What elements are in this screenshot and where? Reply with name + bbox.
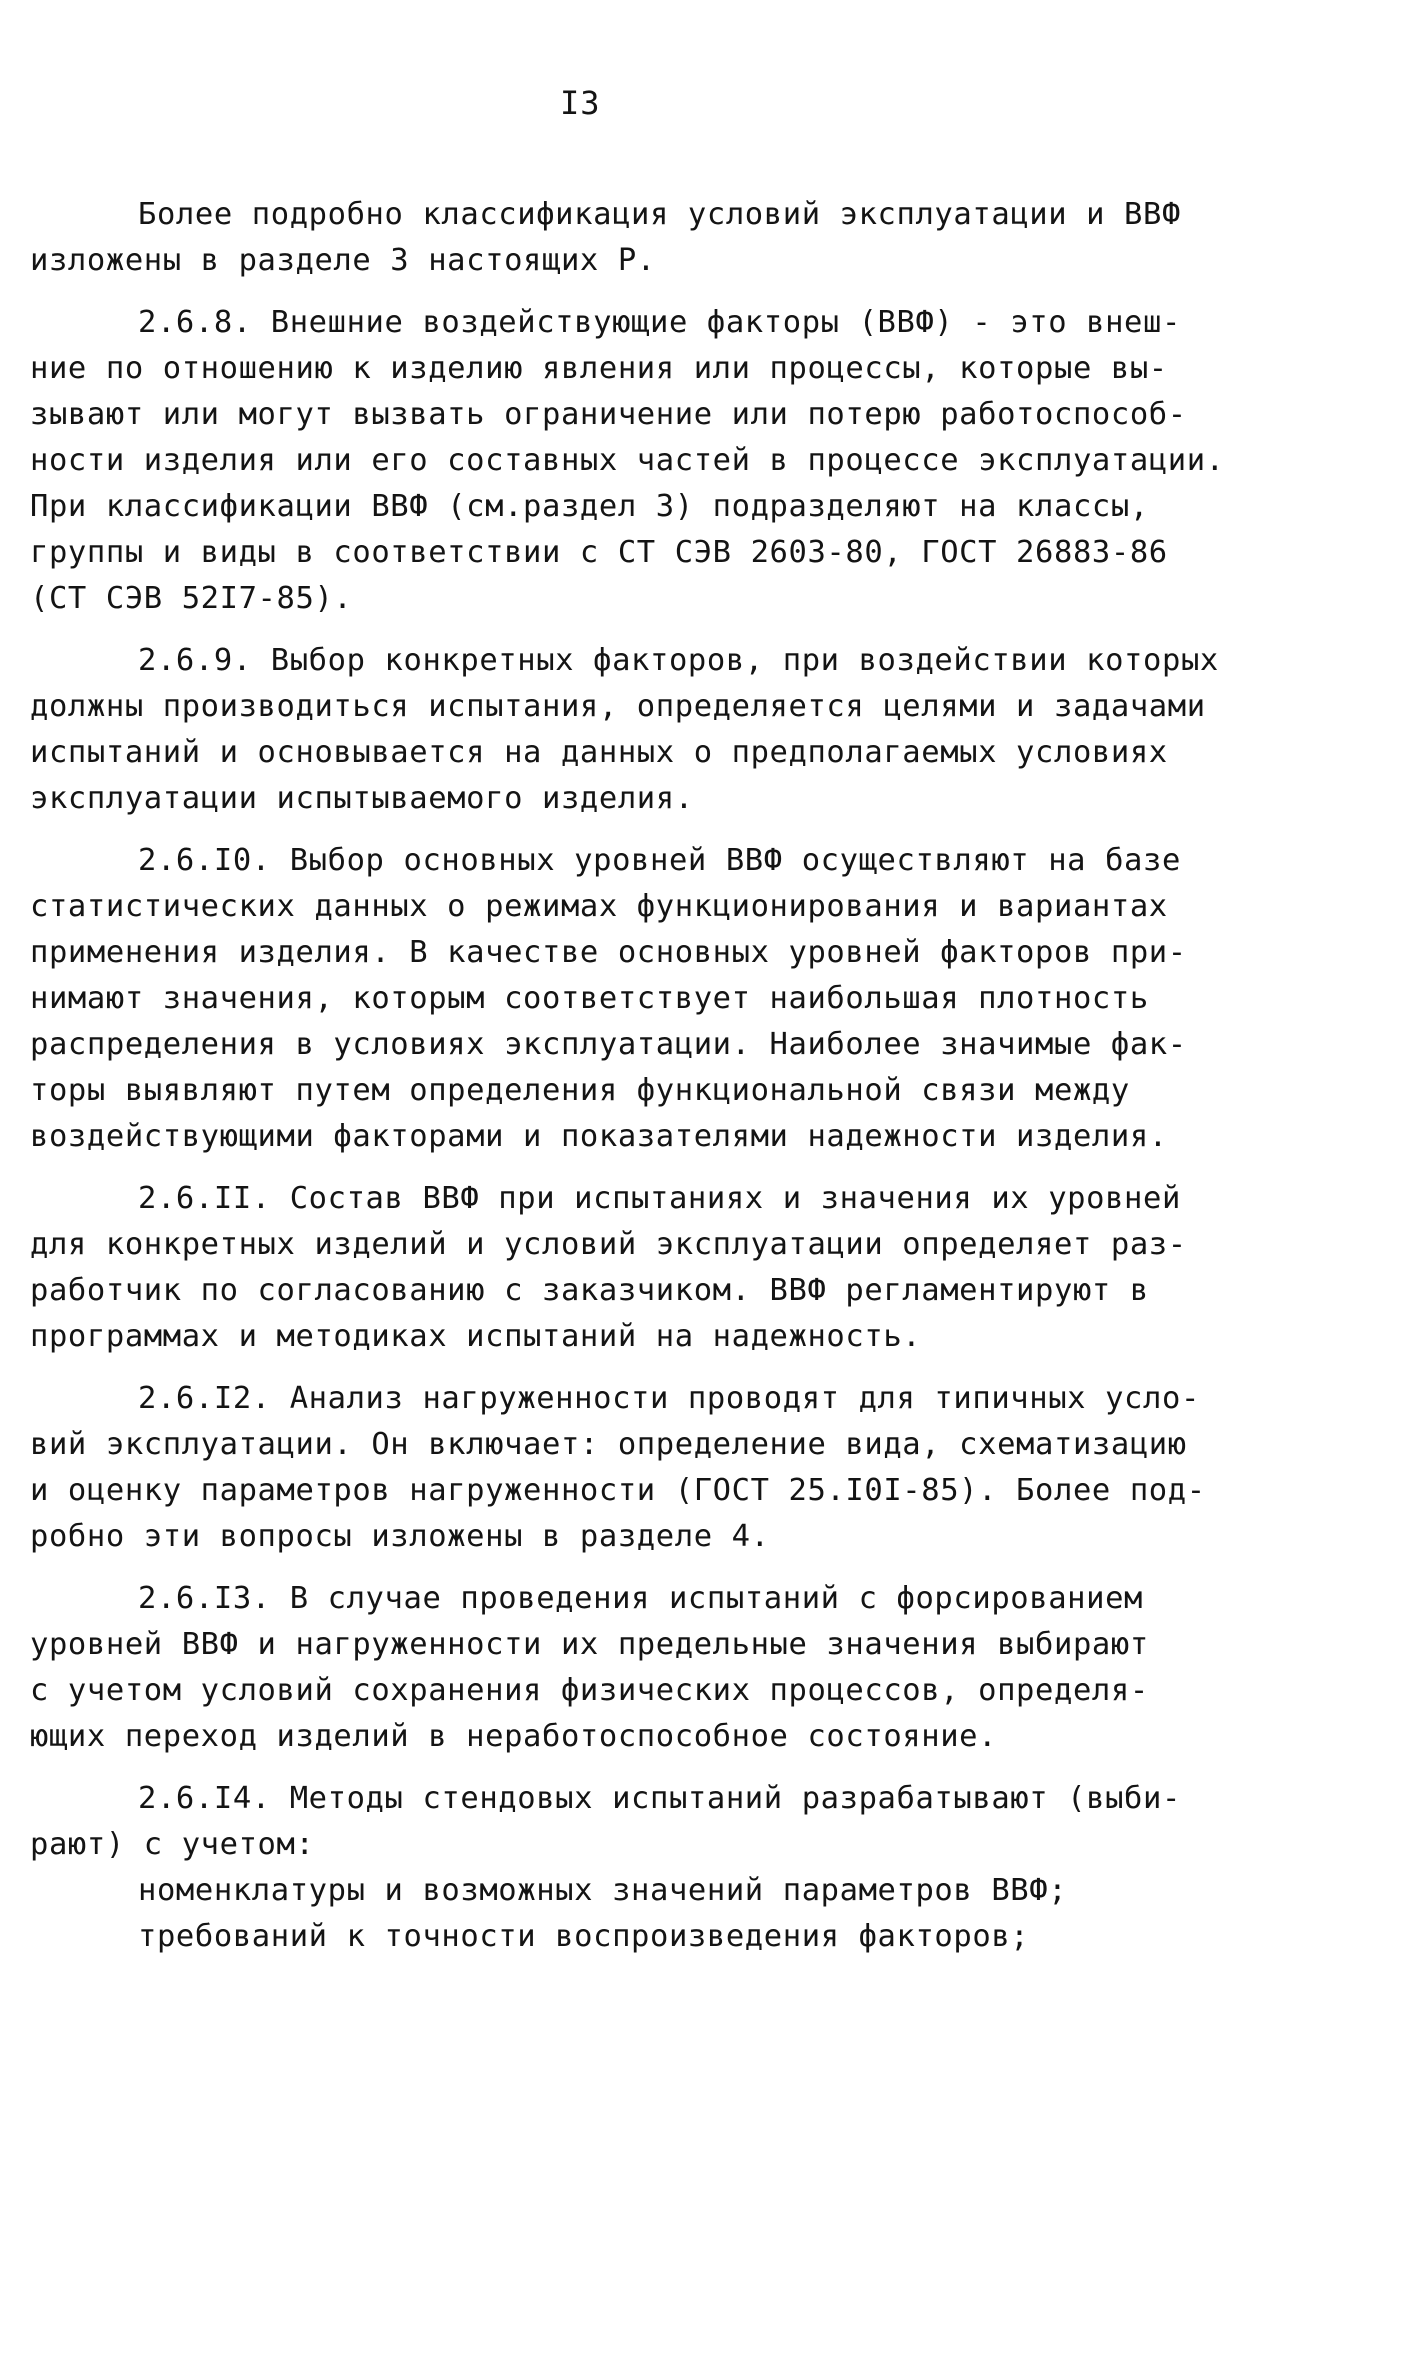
text-line: вий эксплуатации. Он включает: определение вида, схематизацию [30,1427,1187,1462]
text-line: рают) с учетом: [30,1827,315,1862]
paragraph-2-6-10 [30,838,1260,1160]
paragraph-2-6-12 [30,1376,1260,1560]
list-line: номенклатуры и возможных значений параметров ВВФ; [138,1873,1068,1908]
text-line: нимают значения, которым соответствует наибольшая плотность [30,981,1149,1016]
text-line: ние по отношению к изделию явления или процессы, которые вы- [30,351,1168,386]
page-number: I3 [560,84,601,122]
paragraph-2-6-13 [30,1576,1260,1760]
text-line: воздействующими факторами и показателями надежности изделия. [30,1119,1168,1154]
text-line: робно эти вопросы изложены в разделе 4. [30,1519,770,1554]
text-line: уровней ВВФ и нагруженности их предельные значения выбирают [30,1627,1149,1662]
text-line: торы выявляют путем определения функциональной связи между [30,1073,1130,1108]
paragraph-2-6-14 [30,1776,1260,1960]
text-line: При классификации ВВФ (см.раздел 3) подразделяют на классы, [30,489,1149,524]
text-line: Более подробно классификация условий эксплуатации и ВВФ [138,197,1181,232]
text-line: эксплуатации испытываемого изделия. [30,781,694,816]
text-line: испытаний и основывается на данных о предполагаемых условиях [30,735,1168,770]
text-line: изложены в разделе 3 настоящих Р. [30,243,656,278]
text-line: распределения в условиях эксплуатации. Наиболее значимые фак- [30,1027,1187,1062]
text-line: 2.6.8. Внешние воздействующие факторы (ВВФ) - это внеш- [138,305,1181,340]
text-line: 2.6.9. Выбор конкретных факторов, при воздействии которых [138,643,1219,678]
text-line: ющих переход изделий в неработоспособное состояние. [30,1719,998,1754]
text-line: с учетом условий сохранения физических процессов, определя- [30,1673,1149,1708]
text-line: 2.6.I2. Анализ нагруженности проводят для типичных усло- [138,1381,1200,1416]
text-line: 2.6.I3. В случае проведения испытаний с форсированием [138,1581,1144,1616]
text-line: статистических данных о режимах функционирования и вариантах [30,889,1168,924]
list-line: требований к точности воспроизведения факторов; [138,1919,1030,1954]
text-line: 2.6.I4. Методы стендовых испытаний разрабатывают (выби- [138,1781,1181,1816]
text-line: работчик по согласованию с заказчиком. ВВФ регламентируют в [30,1273,1149,1308]
text-line: 2.6.II. Состав ВВФ при испытаниях и значения их уровней [138,1181,1181,1216]
text-line: зывают или могут вызвать ограничение или потерю работоспособ- [30,397,1187,432]
text-line: (СТ СЭВ 52I7-85). [30,581,353,616]
text-line: применения изделия. В качестве основных уровней факторов при- [30,935,1187,970]
body-text [30,192,1260,1976]
paragraph-2-6-8 [30,300,1260,622]
text-line: группы и виды в соответствии с СТ СЭВ 2603-80, ГОСТ 26883-86 [30,535,1168,570]
text-line: и оценку параметров нагруженности (ГОСТ 25.I0I-85). Более под- [30,1473,1206,1508]
paragraph-2-6-9 [30,638,1260,822]
paragraph-classification-note [30,192,1260,284]
text-line: 2.6.I0. Выбор основных уровней ВВФ осуществляют на базе [138,843,1181,878]
text-line: для конкретных изделий и условий эксплуатации определяет раз- [30,1227,1187,1262]
text-line: ности изделия или его составных частей в процессе эксплуатации. [30,443,1225,478]
text-line: должны производиться испытания, определяется целями и задачами [30,689,1206,724]
paragraph-2-6-11 [30,1176,1260,1360]
text-line: программах и методиках испытаний на надежность. [30,1319,922,1354]
